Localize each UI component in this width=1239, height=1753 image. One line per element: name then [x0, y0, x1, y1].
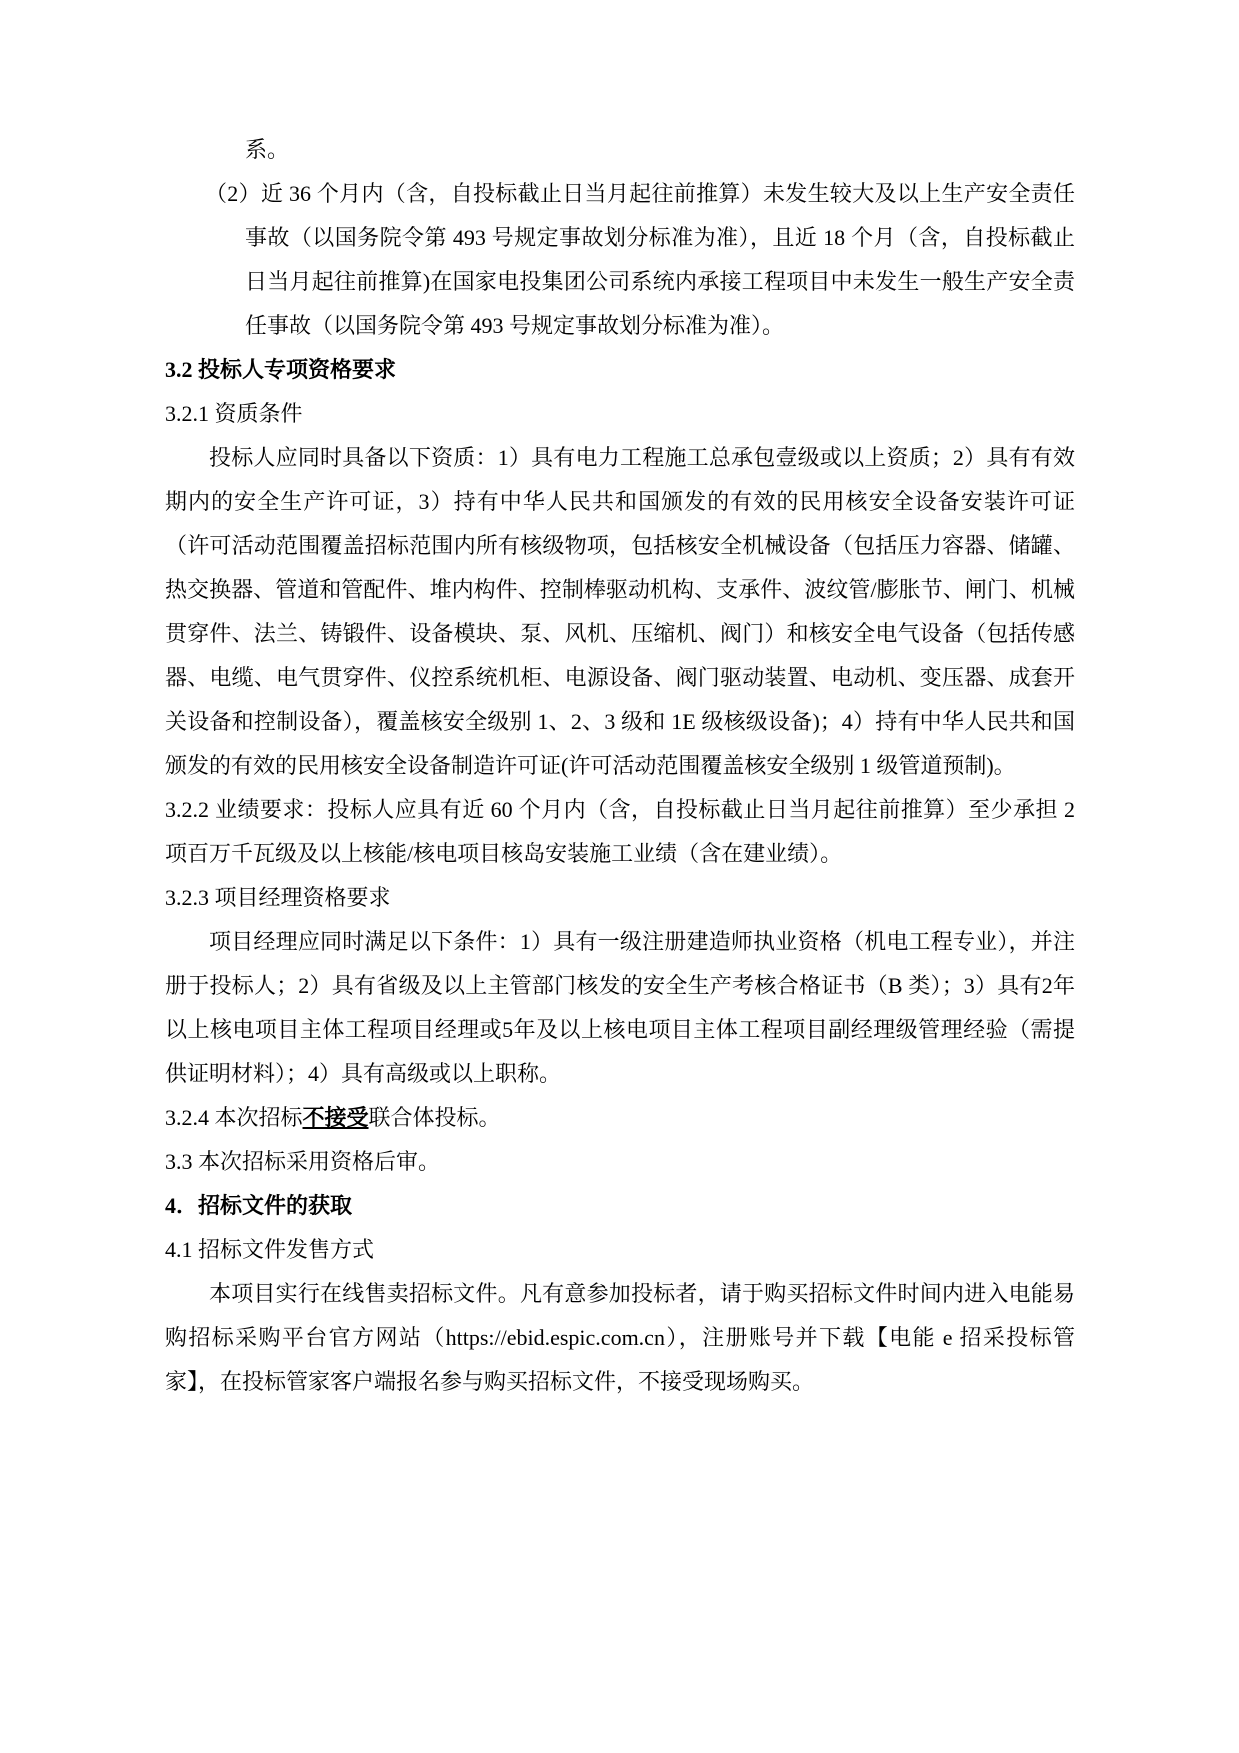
paragraph-3-3-post-qualification: 3.3 本次招标采用资格后审。 [165, 1149, 441, 1174]
paragraph-project-manager-requirements: 项目经理应同时满足以下条件：1）具有一级注册建造师执业资格（机电工程专业），并注册于投标人；2）具有省级及以上主管部门核发的安全生产考核合格证书（B 类）；3）具有2年以上核电项目主体工程项目经理或5年及以上核电项目主体工程项目副经理级管理经验（需提供证明材料）；4）具有高级或以上职称。 [165, 929, 1075, 1086]
list-item-2-safety-record: （2）近 36 个月内（含，自投标截止日当月起往前推算）未发生较大及以上生产安全责任事故（以国务院令第 493 号规定事故划分标准为准），且近 18 个月（含，自投标截止日当月起往前推算)在国家电投集团公司系统内承接工程项目中未发生一般生产安全责任事故（以国务院令第 493 号规定事故划分标准为准）。 [205, 181, 1075, 338]
section-heading-3-2-3: 3.2.3 项目经理资格要求 [165, 885, 391, 910]
section-heading-3-2: 3.2 投标人专项资格要求 [165, 357, 397, 382]
paragraph-continuation: 系。 [245, 137, 290, 162]
not-accepted-emphasis: 不接受 [302, 1105, 369, 1130]
section-heading-3-2-1: 3.2.1 资质条件 [165, 401, 303, 426]
paragraph-qualification-requirements: 投标人应同时具备以下资质：1）具有电力工程施工总承包壹级或以上资质；2）具有有效期内的安全生产许可证，3）持有中华人民共和国颁发的有效的民用核安全设备安装许可证（许可活动范围覆盖招标范围内所有核级物项，包括核安全机械设备（包括压力容器、储罐、热交换器、管道和管配件、堆内构件、控制棒驱动机构、支承件、波纹管/膨胀节、闸门、机械贯穿件、法兰、铸锻件、设备模块、泵、风机、压缩机、阀门）和核安全电气设备（包括传感器、电缆、电气贯穿件、仪控系统机柜、电源设备、阀门驱动装置、电动机、变压器、成套开关设备和控制设备），覆盖核安全级别 1、2、3 级和 1E 级核级设备)；4）持有中华人民共和国颁发的有效的民用核安全设备制造许可证(许可活动范围覆盖核安全级别 1 级管道预制)。 [165, 445, 1075, 778]
paragraph-3-2-4-no-consortium [165, 1096, 1075, 1140]
section-heading-4: 4．招标文件的获取 [165, 1193, 353, 1218]
paragraph-3-2-4-prefix: 3.2.4 本次招标 [165, 1105, 303, 1130]
paragraph-3-2-4-suffix: 联合体投标。 [368, 1105, 501, 1130]
section-heading-4-1: 4.1 招标文件发售方式 [165, 1237, 375, 1262]
paragraph-online-document-sale: 本项目实行在线售卖招标文件。凡有意参加投标者，请于购买招标文件时间内进入电能易购招标采购平台官方网站（https://ebid.espic.com.cn），注册账号并下载【电能 e 招采投标管家】，在投标管家客户端报名参与购买招标文件，不接受现场购买。 [165, 1281, 1075, 1394]
paragraph-3-2-2-performance-requirements: 3.2.2 业绩要求：投标人应具有近 60 个月内（含，自投标截止日当月起往前推算）至少承担 2 项百万千瓦级及以上核能/核电项目核岛安装施工业绩（含在建业绩）。 [165, 797, 1075, 866]
